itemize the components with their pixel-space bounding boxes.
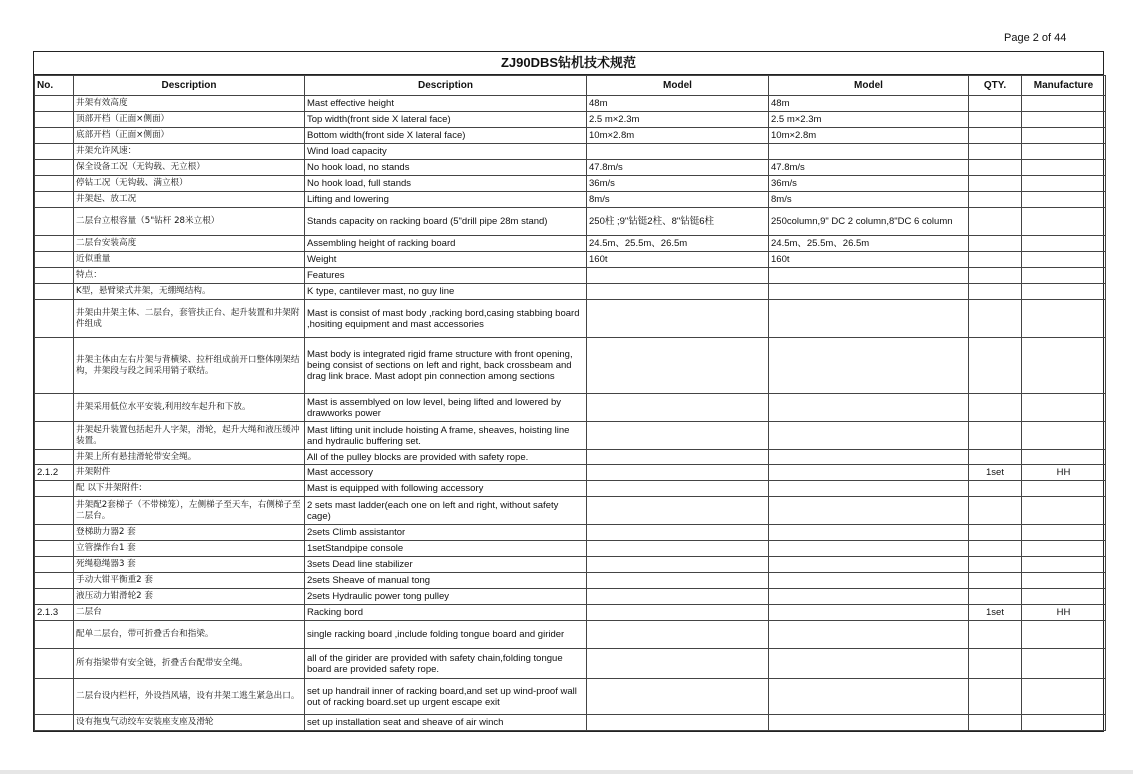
cell-model-1 <box>587 450 769 465</box>
cell-model-1: 47.8m/s <box>587 160 769 176</box>
cell-manufacture <box>1022 541 1106 557</box>
cell-manufacture <box>1022 525 1106 541</box>
cell-description-cn: 特点： <box>74 268 305 284</box>
cell-manufacture <box>1022 268 1106 284</box>
cell-model-2 <box>769 525 969 541</box>
spec-table <box>34 75 1106 731</box>
cell-model-1 <box>587 649 769 679</box>
cell-description-cn: 井架允许风速： <box>74 144 305 160</box>
cell-no <box>35 300 74 338</box>
cell-description-cn: 井架起升装置包括起升人字架，滑轮，起升大绳和液压缓冲装置。 <box>74 422 305 450</box>
cell-qty <box>969 160 1022 176</box>
cell-description-en: Mast effective height <box>305 96 587 112</box>
table-row <box>35 422 1106 450</box>
cell-model-2 <box>769 679 969 715</box>
cell-qty <box>969 715 1022 731</box>
cell-model-2: 24.5m、25.5m、26.5m <box>769 236 969 252</box>
cell-model-2: 36m/s <box>769 176 969 192</box>
cell-no <box>35 715 74 731</box>
header-no: No. <box>35 76 74 96</box>
cell-description-en: Mast body is integrated rigid frame structure with front opening, being consist of sections on left and right, back crossbeam and drag link brace. Mast adopt pin connection among sections <box>305 338 587 394</box>
cell-no <box>35 252 74 268</box>
cell-model-1 <box>587 497 769 525</box>
cell-manufacture <box>1022 300 1106 338</box>
cell-manufacture: HH <box>1022 605 1106 621</box>
cell-model-1 <box>587 573 769 589</box>
cell-model-1 <box>587 300 769 338</box>
cell-manufacture <box>1022 160 1106 176</box>
table-row <box>35 112 1106 128</box>
cell-model-1 <box>587 557 769 573</box>
cell-description-cn: 二层台 <box>74 605 305 621</box>
table-row <box>35 284 1106 300</box>
table-row <box>35 465 1106 481</box>
cell-qty <box>969 300 1022 338</box>
cell-model-2 <box>769 268 969 284</box>
cell-no: 2.1.2 <box>35 465 74 481</box>
cell-manufacture <box>1022 394 1106 422</box>
cell-manufacture <box>1022 715 1106 731</box>
cell-manufacture <box>1022 497 1106 525</box>
cell-qty <box>969 252 1022 268</box>
cell-model-1: 2.5 m×2.3m <box>587 112 769 128</box>
page-number: Page 2 of 44 <box>1004 32 1067 44</box>
cell-qty <box>969 649 1022 679</box>
cell-description-cn: 死绳稳绳器3 套 <box>74 557 305 573</box>
header-model-2: Model <box>769 76 969 96</box>
table-row <box>35 573 1106 589</box>
cell-qty <box>969 481 1022 497</box>
cell-description-en: Mast lifting unit include hoisting A frame, sheaves, hoisting line and hydraulic buffering set. <box>305 422 587 450</box>
cell-qty <box>969 112 1022 128</box>
cell-description-en: Features <box>305 268 587 284</box>
table-row <box>35 128 1106 144</box>
cell-qty <box>969 268 1022 284</box>
cell-description-en: 2sets Hydraulic power tong pulley <box>305 589 587 605</box>
cell-no <box>35 589 74 605</box>
cell-description-cn: 底部开档（正面×侧面） <box>74 128 305 144</box>
cell-description-en: Assembling height of racking board <box>305 236 587 252</box>
cell-no <box>35 541 74 557</box>
table-row <box>35 481 1106 497</box>
cell-no <box>35 96 74 112</box>
cell-no <box>35 208 74 236</box>
cell-qty <box>969 144 1022 160</box>
cell-description-en: Mast is equipped with following accessory <box>305 481 587 497</box>
cell-model-1: 10m×2.8m <box>587 128 769 144</box>
table-row <box>35 192 1106 208</box>
cell-no <box>35 621 74 649</box>
table-row <box>35 236 1106 252</box>
cell-model-1 <box>587 621 769 649</box>
table-row <box>35 541 1106 557</box>
cell-qty <box>969 557 1022 573</box>
cell-description-cn: 所有指梁带有安全链，折叠舌台配带安全绳。 <box>74 649 305 679</box>
cell-model-2: 2.5 m×2.3m <box>769 112 969 128</box>
cell-description-en: Bottom width(front side X lateral face) <box>305 128 587 144</box>
table-row <box>35 715 1106 731</box>
cell-no <box>35 236 74 252</box>
cell-description-cn: 液压动力钳滑轮2 套 <box>74 589 305 605</box>
cell-manufacture <box>1022 144 1106 160</box>
cell-description-cn: K型，悬臂梁式井架，无绷绳结构。 <box>74 284 305 300</box>
cell-model-1 <box>587 715 769 731</box>
table-row <box>35 268 1106 284</box>
cell-qty <box>969 176 1022 192</box>
cell-description-cn: 顶部开档（正面×侧面） <box>74 112 305 128</box>
cell-description-en: 1setStandpipe console <box>305 541 587 557</box>
cell-description-cn: 二层台立根容量（5"钻杆 28米立根） <box>74 208 305 236</box>
cell-model-2 <box>769 715 969 731</box>
cell-description-en: Racking bord <box>305 605 587 621</box>
cell-qty <box>969 679 1022 715</box>
cell-model-1 <box>587 284 769 300</box>
cell-description-cn: 井架起、放工况 <box>74 192 305 208</box>
cell-description-cn: 二层台安装高度 <box>74 236 305 252</box>
cell-description-cn: 井架由井架主体、二层台，套管扶正台、起升装置和井架附件组成 <box>74 300 305 338</box>
cell-model-2 <box>769 338 969 394</box>
cell-manufacture <box>1022 621 1106 649</box>
cell-no <box>35 338 74 394</box>
cell-model-2 <box>769 589 969 605</box>
cell-description-en: 2sets Sheave of manual tong <box>305 573 587 589</box>
cell-model-1 <box>587 605 769 621</box>
table-row <box>35 605 1106 621</box>
cell-description-cn: 井架上所有悬挂滑轮带安全绳。 <box>74 450 305 465</box>
cell-description-en: Mast accessory <box>305 465 587 481</box>
cell-model-2 <box>769 541 969 557</box>
cell-manufacture <box>1022 284 1106 300</box>
cell-no <box>35 481 74 497</box>
table-row <box>35 252 1106 268</box>
cell-manufacture <box>1022 573 1106 589</box>
cell-description-cn: 手动大钳平衡重2 套 <box>74 573 305 589</box>
cell-description-en: Top width(front side X lateral face) <box>305 112 587 128</box>
cell-no <box>35 160 74 176</box>
cell-model-2 <box>769 621 969 649</box>
cell-no <box>35 422 74 450</box>
cell-manufacture <box>1022 236 1106 252</box>
table-row <box>35 338 1106 394</box>
table-row <box>35 160 1106 176</box>
cell-qty <box>969 497 1022 525</box>
cell-description-en: single racking board ,include folding tongue board and girider <box>305 621 587 649</box>
cell-model-1 <box>587 589 769 605</box>
cell-qty <box>969 208 1022 236</box>
cell-no <box>35 679 74 715</box>
cell-model-1 <box>587 525 769 541</box>
cell-qty: 1set <box>969 465 1022 481</box>
cell-model-1 <box>587 268 769 284</box>
cell-model-1: 160t <box>587 252 769 268</box>
cell-description-en: Weight <box>305 252 587 268</box>
cell-qty <box>969 96 1022 112</box>
header-row <box>35 76 1106 96</box>
cell-model-1 <box>587 679 769 715</box>
cell-qty <box>969 236 1022 252</box>
cell-description-cn: 井架主体由左右片架与背横梁、拉杆组成前开口整体刚架结构，井架段与段之间采用销子联结。 <box>74 338 305 394</box>
cell-model-2 <box>769 422 969 450</box>
cell-manufacture <box>1022 192 1106 208</box>
cell-no <box>35 128 74 144</box>
cell-description-cn: 二层台设内栏杆，外设挡风墙，设有井架工逃生紧急出口。 <box>74 679 305 715</box>
cell-model-2 <box>769 284 969 300</box>
cell-qty <box>969 589 1022 605</box>
cell-model-2 <box>769 300 969 338</box>
cell-model-2 <box>769 605 969 621</box>
cell-description-en: Mast is assemblyed on low level, being lifted and lowered by drawworks power <box>305 394 587 422</box>
cell-description-cn: 立管操作台1 套 <box>74 541 305 557</box>
cell-description-en: No hook load, full stands <box>305 176 587 192</box>
cell-model-2: 10m×2.8m <box>769 128 969 144</box>
cell-manufacture <box>1022 679 1106 715</box>
cell-description-en: Stands capacity on racking board (5"drill pipe 28m stand) <box>305 208 587 236</box>
cell-description-cn: 设有拖曳气动绞车安装座支座及滑轮 <box>74 715 305 731</box>
cell-manufacture <box>1022 338 1106 394</box>
table-row <box>35 679 1106 715</box>
cell-description-en: 2sets Climb assistantor <box>305 525 587 541</box>
header-description-en: Description <box>305 76 587 96</box>
cell-no: 2.1.3 <box>35 605 74 621</box>
table-row <box>35 621 1106 649</box>
cell-description-cn: 保全设备工况（无钩载、无立根） <box>74 160 305 176</box>
cell-qty <box>969 422 1022 450</box>
cell-manufacture <box>1022 176 1106 192</box>
cell-model-2: 250column,9" DC 2 column,8"DC 6 column <box>769 208 969 236</box>
cell-model-2 <box>769 649 969 679</box>
cell-description-en: All of the pulley blocks are provided with safety rope. <box>305 450 587 465</box>
cell-model-1 <box>587 338 769 394</box>
header-manufacture: Manufacture <box>1022 76 1106 96</box>
cell-no <box>35 268 74 284</box>
cell-manufacture <box>1022 557 1106 573</box>
cell-manufacture <box>1022 112 1106 128</box>
cell-description-cn: 配 以下井架附件: <box>74 481 305 497</box>
cell-model-2: 48m <box>769 96 969 112</box>
table-row <box>35 176 1106 192</box>
header-qty: QTY. <box>969 76 1022 96</box>
table-row <box>35 208 1106 236</box>
cell-description-en: set up handrail inner of racking board,and set up wind-proof wall out of racking board.set up urgent escape exit <box>305 679 587 715</box>
cell-model-2 <box>769 557 969 573</box>
cell-description-cn: 井架采用低位水平安装,利用绞车起升和下放。 <box>74 394 305 422</box>
cell-no <box>35 112 74 128</box>
cell-no <box>35 573 74 589</box>
page-bottom-edge <box>0 770 1133 774</box>
cell-model-2: 160t <box>769 252 969 268</box>
cell-manufacture: HH <box>1022 465 1106 481</box>
cell-model-1: 36m/s <box>587 176 769 192</box>
cell-model-2 <box>769 573 969 589</box>
cell-qty <box>969 192 1022 208</box>
table-row <box>35 649 1106 679</box>
cell-model-2 <box>769 481 969 497</box>
table-row <box>35 557 1106 573</box>
table-row <box>35 394 1106 422</box>
table-row <box>35 497 1106 525</box>
cell-qty: 1set <box>969 605 1022 621</box>
cell-qty <box>969 284 1022 300</box>
cell-description-en: 3sets Dead line stabilizer <box>305 557 587 573</box>
cell-no <box>35 394 74 422</box>
cell-no <box>35 557 74 573</box>
cell-no <box>35 192 74 208</box>
table-row <box>35 589 1106 605</box>
document-title: ZJ90DBS钻机技术规范 <box>34 52 1103 75</box>
cell-model-1: 8m/s <box>587 192 769 208</box>
cell-manufacture <box>1022 450 1106 465</box>
cell-manufacture <box>1022 481 1106 497</box>
cell-description-en: set up installation seat and sheave of air winch <box>305 715 587 731</box>
cell-description-cn: 井架配2套梯子（不带梯笼），左侧梯子至天车，右侧梯子至二层台。 <box>74 497 305 525</box>
cell-qty <box>969 338 1022 394</box>
cell-no <box>35 176 74 192</box>
table-row <box>35 525 1106 541</box>
cell-manufacture <box>1022 589 1106 605</box>
table-row <box>35 450 1106 465</box>
cell-description-en: No hook load, no stands <box>305 160 587 176</box>
cell-model-2 <box>769 144 969 160</box>
cell-no <box>35 144 74 160</box>
cell-model-1 <box>587 541 769 557</box>
cell-model-1 <box>587 144 769 160</box>
cell-no <box>35 497 74 525</box>
cell-description-cn: 井架附件 <box>74 465 305 481</box>
header-model-1: Model <box>587 76 769 96</box>
header-description-cn: Description <box>74 76 305 96</box>
cell-description-cn: 井架有效高度 <box>74 96 305 112</box>
cell-manufacture <box>1022 422 1106 450</box>
cell-qty <box>969 573 1022 589</box>
cell-description-en: Lifting and lowering <box>305 192 587 208</box>
spec-sheet <box>33 51 1104 732</box>
cell-model-2 <box>769 450 969 465</box>
cell-description-en: K type, cantilever mast, no guy line <box>305 284 587 300</box>
cell-description-en: all of the girider are provided with safety chain,folding tongue board are provided safety rope. <box>305 649 587 679</box>
cell-manufacture <box>1022 208 1106 236</box>
cell-description-cn: 停钻工况（无钩载、满立根） <box>74 176 305 192</box>
cell-model-2 <box>769 394 969 422</box>
cell-description-en: Mast is consist of mast body ,racking bord,casing stabbing board ,hositing equipment and mast accessories <box>305 300 587 338</box>
cell-model-2: 47.8m/s <box>769 160 969 176</box>
cell-qty <box>969 621 1022 649</box>
cell-model-1 <box>587 481 769 497</box>
cell-qty <box>969 541 1022 557</box>
cell-description-cn: 登梯助力器2 套 <box>74 525 305 541</box>
cell-manufacture <box>1022 252 1106 268</box>
cell-model-1 <box>587 394 769 422</box>
table-row <box>35 144 1106 160</box>
cell-description-en: 2 sets mast ladder(each one on left and right, without safety cage) <box>305 497 587 525</box>
cell-description-cn: 配单二层台，带可折叠舌台和指梁。 <box>74 621 305 649</box>
cell-model-1: 24.5m、25.5m、26.5m <box>587 236 769 252</box>
cell-no <box>35 525 74 541</box>
cell-model-2: 8m/s <box>769 192 969 208</box>
cell-model-2 <box>769 497 969 525</box>
cell-model-1: 48m <box>587 96 769 112</box>
cell-qty <box>969 450 1022 465</box>
table-row <box>35 96 1106 112</box>
cell-no <box>35 450 74 465</box>
cell-model-1 <box>587 422 769 450</box>
cell-qty <box>969 394 1022 422</box>
cell-qty <box>969 128 1022 144</box>
cell-description-cn: 近似重量 <box>74 252 305 268</box>
cell-model-1 <box>587 465 769 481</box>
table-row <box>35 300 1106 338</box>
cell-manufacture <box>1022 649 1106 679</box>
cell-qty <box>969 525 1022 541</box>
cell-manufacture <box>1022 96 1106 112</box>
cell-description-en: Wind load capacity <box>305 144 587 160</box>
cell-model-2 <box>769 465 969 481</box>
cell-no <box>35 649 74 679</box>
cell-manufacture <box>1022 128 1106 144</box>
cell-model-1: 250柱 ;9"钻铤2柱、8"钻铤6柱 <box>587 208 769 236</box>
cell-no <box>35 284 74 300</box>
